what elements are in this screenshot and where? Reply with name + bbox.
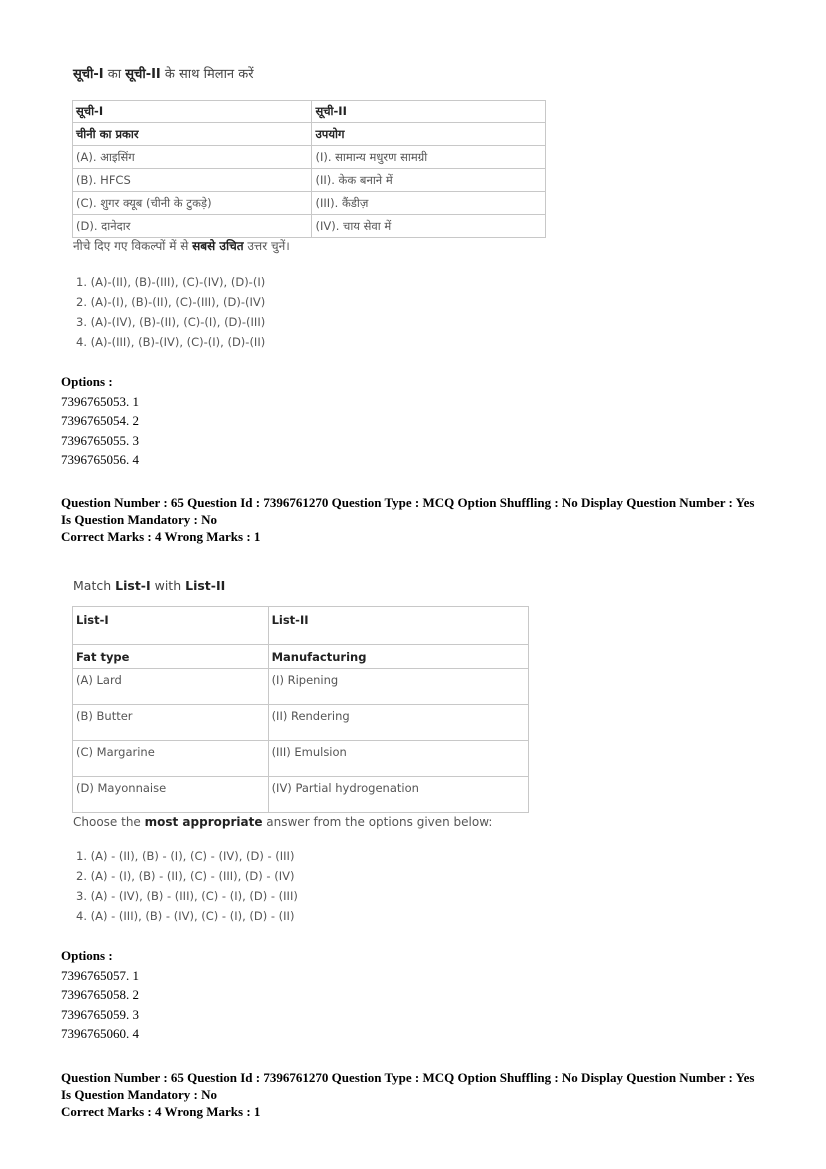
meta-line: Question Number : 65 Question Id : 7396761270 Question Type : MCQ Option Shuffling : No Display Question Number : Yes [61,495,755,510]
meta-line: Correct Marks : 4 Wrong Marks : 1 [61,529,261,544]
question-2-image [73,577,225,595]
title-list2: List-II [185,578,226,593]
meta-line: Correct Marks : 4 Wrong Marks : 1 [61,1104,261,1119]
table-row: (A) Lard (I) Ripening [73,669,529,705]
list-item: 2. (A)-(I), (B)-(II), (C)-(III), (D)-(IV) [76,295,266,309]
table-row: सूची-I सूची-II [73,101,546,123]
option-item: 7396765056. 4 [61,452,139,467]
table-row: List-I List-II [73,607,529,645]
table-row: (D) Mayonnaise (IV) Partial hydrogenation [73,777,529,813]
meta-line: Question Number : 65 Question Id : 7396761270 Question Type : MCQ Option Shuffling : No Display Question Number : Yes [61,1070,755,1085]
title-list1: सूची-I [73,67,104,82]
meta-line: Is Question Mandatory : No [61,1087,218,1102]
question-2-choices [76,846,298,926]
option-item: 7396765059. 3 [61,1006,139,1022]
question-meta-2 [61,1069,754,1123]
options-block-2 [61,946,139,1044]
question-1-image [73,66,553,84]
question-2-instruction: Choose the most appropriate answer from the options given below: [73,815,493,829]
table-row: (C) Margarine (III) Emulsion [73,741,529,777]
list-item: 4. (A)-(III), (B)-(IV), (C)-(I), (D)-(II) [76,335,266,349]
list-item: 4. (A) - (III), (B) - (IV), (C) - (I), (D) - (II) [76,909,295,923]
title-list1: List-I [115,578,151,593]
table-row: (D). दानेदार (IV). चाय सेवा में [73,215,546,238]
option-item: 7396765060. 4 [61,1026,139,1041]
option-item: 7396765055. 3 [61,432,139,448]
list-item: 3. (A)-(IV), (B)-(II), (C)-(I), (D)-(III) [76,315,266,329]
list-item: 2. (A) - (I), (B) - (II), (C) - (III), (D) - (IV) [76,869,295,883]
table-row: चीनी का प्रकार उपयोग [73,123,546,146]
list-item: 3. (A) - (IV), (B) - (III), (C) - (I), (D) - (III) [76,889,298,903]
options-block-1 [61,372,139,470]
table-row: Fat type Manufacturing [73,645,529,669]
option-item: 7396765053. 1 [61,393,139,409]
meta-line: Is Question Mandatory : No [61,512,218,527]
table-row: (A). आइसिंग (I). सामान्य मधुरण सामग्री [73,146,546,169]
option-item: 7396765058. 2 [61,987,139,1002]
question-2-match-table [72,606,529,813]
table-row: (B) Butter (II) Rendering [73,705,529,741]
question-1-match-table [72,100,546,238]
question-2-title: Match List-I with List-II [73,578,226,593]
list-item: 1. (A)-(II), (B)-(III), (C)-(IV), (D)-(I) [76,275,266,289]
question-1-instruction: नीचे दिए गए विकल्पों में से सबसे उचित उत्तर चुनें। [73,239,290,253]
option-item: 7396765057. 1 [61,967,139,983]
title-list2: सूची-II [125,67,161,82]
list-item: 1. (A) - (II), (B) - (I), (C) - (IV), (D) - (III) [76,849,295,863]
table-row: (B). HFCS (II). केक बनाने में [73,169,546,192]
question-meta-1 [61,494,754,548]
option-item: 7396765054. 2 [61,413,139,428]
options-label: Options : [61,374,113,389]
question-1-choices [76,272,265,352]
question-1-title: सूची-I का सूची-II के साथ मिलान करें [73,67,254,82]
options-label: Options : [61,948,113,963]
table-row: (C). शुगर क्यूब (चीनी के टुकड़े) (III). कैंडीज़ [73,192,546,215]
